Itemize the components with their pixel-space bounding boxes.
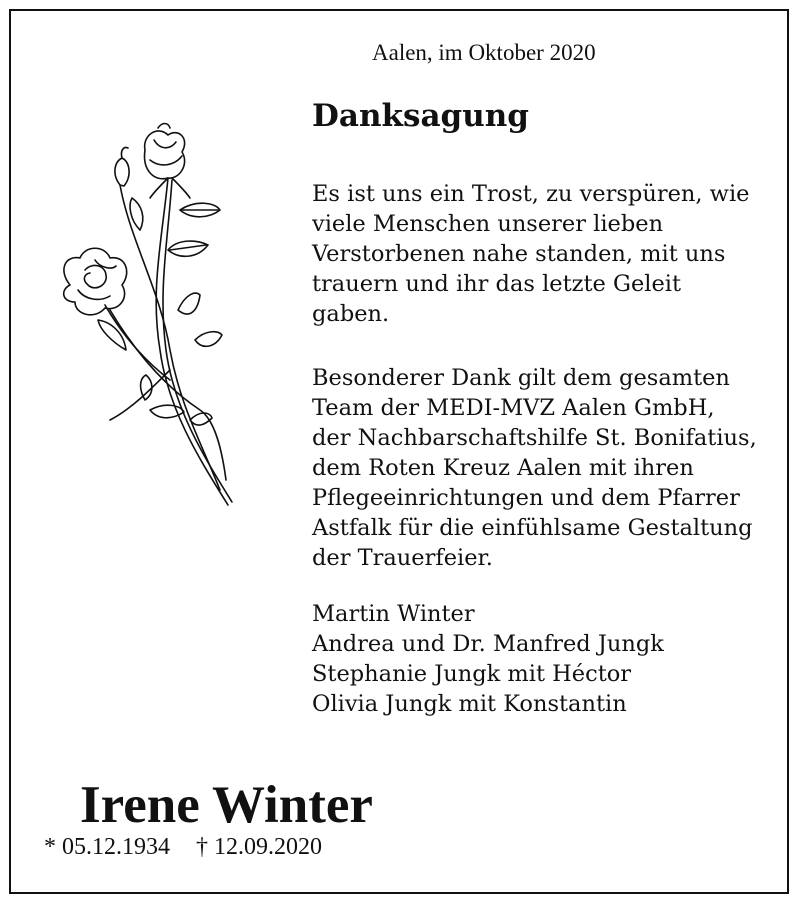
place-date: Aalen, im Oktober 2020: [372, 40, 596, 65]
text-line: Verstorbenen nahe standen, mit uns: [312, 241, 726, 267]
signers-list: [312, 599, 664, 719]
signer: Andrea und Dr. Manfred Jungk: [312, 631, 664, 657]
text-line: der Nachbarschaftshilfe St. Bonifatius,: [312, 425, 757, 451]
life-dates: [44, 834, 322, 861]
birth-date: * 05.12.1934: [44, 834, 170, 860]
signer: Olivia Jungk mit Konstantin: [312, 691, 627, 717]
text-line: gaben.: [312, 301, 390, 327]
rose-drawing-icon: [50, 120, 240, 515]
thanks-paragraph-2: [312, 363, 757, 573]
text-line: trauern und ihr das letzte Geleit: [312, 271, 682, 297]
signer: Stephanie Jungk mit Héctor: [312, 661, 632, 687]
signer: Martin Winter: [312, 601, 475, 627]
text-line: viele Menschen unserer lieben: [312, 211, 664, 237]
deceased-name: Irene Winter: [80, 776, 373, 834]
death-date: † 12.09.2020: [196, 834, 322, 860]
text-line: Astfalk für die einfühlsame Gestaltung: [312, 515, 753, 541]
thanks-paragraph-1: [312, 179, 749, 329]
text-line: Besonderer Dank gilt dem gesamten: [312, 365, 730, 391]
text-line: Es ist uns ein Trost, zu verspüren, wie: [312, 181, 750, 207]
text-line: Pflegeeinrichtungen und dem Pfarrer: [312, 485, 740, 511]
text-line: der Trauerfeier.: [312, 545, 493, 571]
page-title: Danksagung: [312, 98, 529, 134]
text-line: Team der MEDI-MVZ Aalen GmbH,: [312, 395, 715, 421]
text-line: dem Roten Kreuz Aalen mit ihren: [312, 455, 694, 481]
